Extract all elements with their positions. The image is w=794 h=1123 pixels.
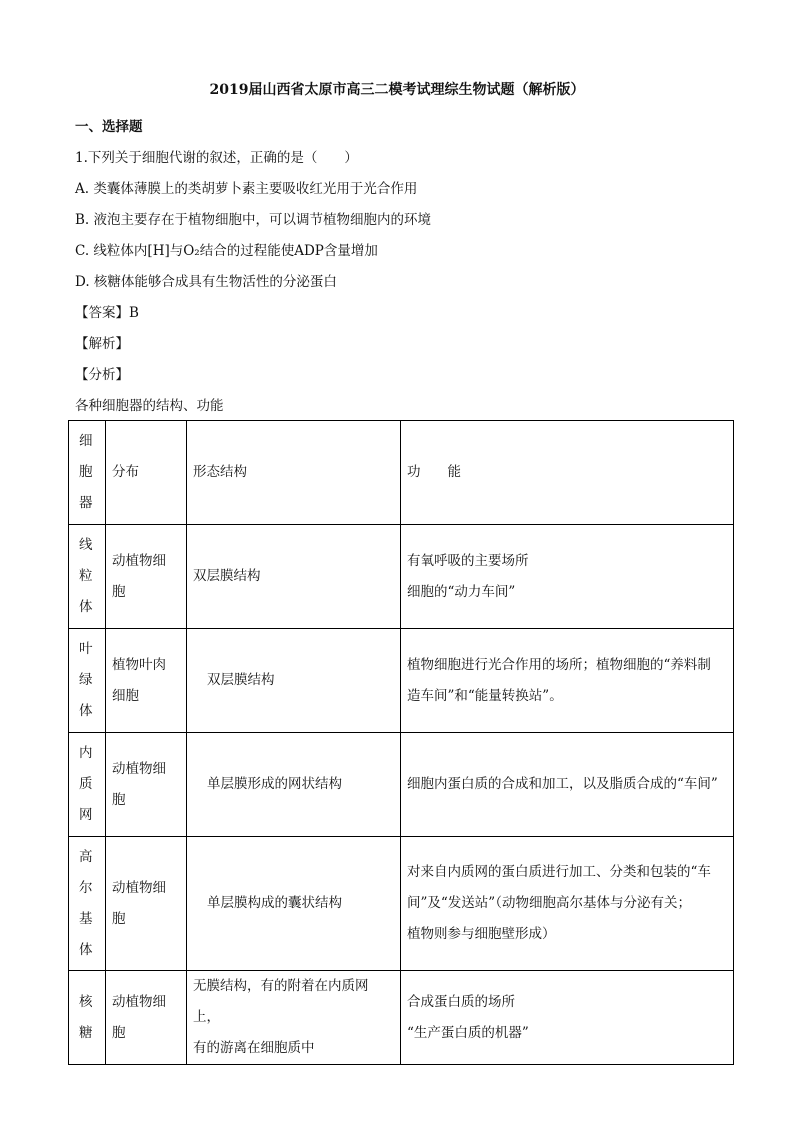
cell-organelle: 高 尔 基 体 [69, 837, 106, 971]
option-a: A. 类囊体薄膜上的类胡萝卜素主要吸收红光用于光合作用 [75, 181, 418, 197]
cell-structure: 单层膜构成的囊状结构 [187, 837, 401, 971]
cell-distribution: 动植物细 胞 [106, 971, 187, 1065]
table-row [69, 525, 734, 629]
cell-organelle: 线 粒 体 [69, 525, 106, 629]
cell-structure: 双层膜结构 [187, 525, 401, 629]
cell-organelle: 核 糖 [69, 971, 106, 1065]
cell-structure: 无膜结构，有的附着在内质网上， 有的游离在细胞质中 [187, 971, 401, 1065]
cell-distribution: 植物叶肉 细胞 [106, 629, 187, 733]
cell-function: 细胞内蛋白质的合成和加工，以及脂质合成的“车间” [401, 733, 734, 837]
jiexi-label: 【解析】 [75, 336, 129, 352]
organelle-table [68, 420, 734, 1065]
table-header-row [69, 421, 734, 525]
option-d: D. 核糖体能够合成具有生物活性的分泌蛋白 [75, 274, 337, 290]
cell-function: 有氧呼吸的主要场所 细胞的“动力车间” [401, 525, 734, 629]
table-row [69, 629, 734, 733]
cell-function: 对来自内质网的蛋白质进行加工、分类和包装的“车 间”及“发送站”（动物细胞高尔基体与分泌有关； 植物则参与细胞壁形成） [401, 837, 734, 971]
cell-function: 植物细胞进行光合作用的场所；植物细胞的“养料制 造车间”和“能量转换站”。 [401, 629, 734, 733]
document-title: 2019届山西省太原市高三二模考试理综生物试题（解析版） [209, 82, 585, 98]
table-row [69, 971, 734, 1065]
option-b: B. 液泡主要存在于植物细胞中，可以调节植物细胞内的环境 [75, 212, 432, 228]
cell-function: 合成蛋白质的场所 “生产蛋白质的机器” [401, 971, 734, 1065]
question-stem: 1.下列关于细胞代谢的叙述，正确的是（ ） [75, 150, 358, 166]
cell-structure: 双层膜结构 [187, 629, 401, 733]
header-structure: 形态结构 [187, 421, 401, 525]
table-row [69, 733, 734, 837]
cell-organelle: 叶 绿 体 [69, 629, 106, 733]
cell-distribution: 动植物细 胞 [106, 525, 187, 629]
header-function: 功 能 [401, 421, 734, 525]
section-heading: 一、选择题 [75, 119, 143, 135]
header-distribution: 分布 [106, 421, 187, 525]
cell-structure: 单层膜形成的网状结构 [187, 733, 401, 837]
cell-organelle: 内 质 网 [69, 733, 106, 837]
header-organelle: 细 胞 器 [69, 421, 106, 525]
option-c: C. 线粒体内[H]与O₂结合的过程能使ADP含量增加 [75, 243, 378, 259]
fenxi-label: 【分析】 [75, 367, 129, 383]
answer-label: 【答案】B [75, 305, 139, 321]
table-row [69, 837, 734, 971]
cell-distribution: 动植物细 胞 [106, 733, 187, 837]
cell-distribution: 动植物细 胞 [106, 837, 187, 971]
table-caption: 各种细胞器的结构、功能 [75, 398, 224, 414]
